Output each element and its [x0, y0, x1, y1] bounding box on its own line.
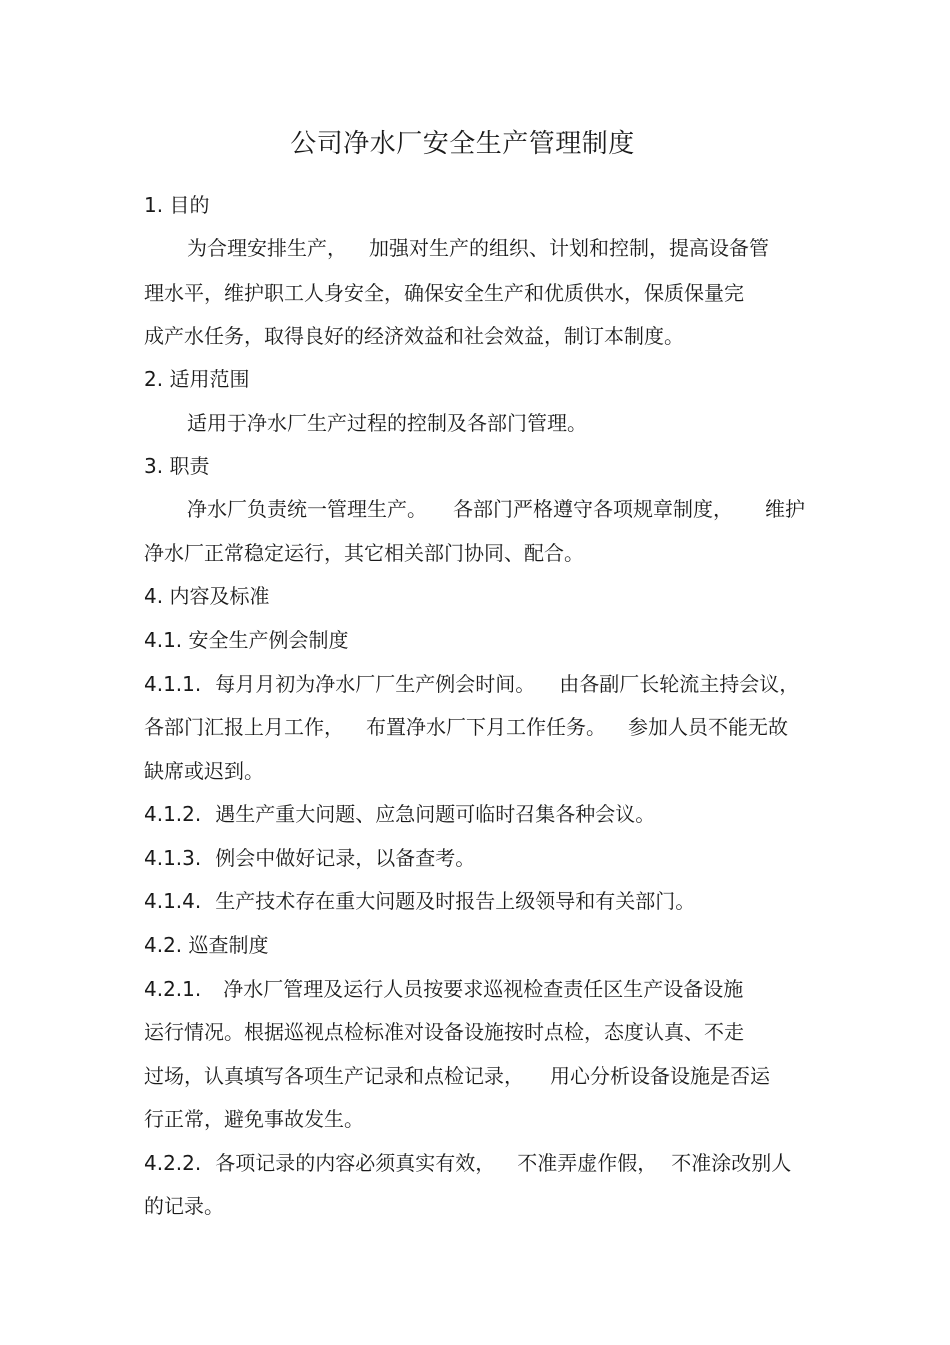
text-segment: 由各副厂长轮流主持会议，: [559, 672, 800, 696]
section-heading-purpose: 1. 目的: [144, 193, 210, 217]
clause-number: 4.2.1.: [144, 977, 202, 1001]
paragraph-line: 理水平，维护职工人身安全，确保安全生产和优质供水，保质保量完: [144, 281, 744, 305]
clause-line-4-1-2: [144, 800, 655, 828]
clause-number: 4.2.2.: [144, 1151, 202, 1175]
clause-line-4-1-4: [144, 887, 695, 915]
text-segment: 维护: [765, 497, 805, 521]
text-segment: 各部门严格遵守各项规章制度，: [453, 497, 733, 521]
clause-number: 4.1.2.: [144, 802, 202, 826]
section-heading-content: 4. 内容及标准: [144, 584, 270, 608]
text-segment: 生产技术存在重大问题及时报告上级领导和有关部门。: [215, 889, 696, 913]
section-heading-duties: 3. 职责: [144, 454, 210, 478]
text-segment: 不准弄虚作假，: [517, 1151, 658, 1175]
text-segment: 参加人员不能无故: [628, 715, 788, 739]
text-segment: 为合理安排生产，: [187, 236, 347, 260]
text-segment: 净水厂负责统一管理生产。: [187, 497, 427, 521]
clause-line-4-1-1: [144, 670, 799, 698]
paragraph-line: [187, 495, 805, 523]
text-segment: 加强对生产的组织、计划和控制，提高设备管: [369, 236, 769, 260]
clause-number: 4.1.4.: [144, 889, 202, 913]
subsection-heading-4-2: 4.2. 巡查制度: [144, 933, 269, 957]
subsection-heading-4-1: 4.1. 安全生产例会制度: [144, 628, 349, 652]
paragraph-line: 行正常，避免事故发生。: [144, 1107, 364, 1131]
text-segment: 各项记录的内容必须真实有效，: [215, 1151, 496, 1175]
clause-line-4-1-3: [144, 844, 475, 872]
text-segment: 过场，认真填写各项生产记录和点检记录，: [144, 1064, 524, 1088]
section-heading-scope: 2. 适用范围: [144, 367, 250, 391]
clause-line-4-2-2: [144, 1149, 791, 1177]
paragraph-line: [144, 713, 788, 741]
text-segment: 各部门汇报上月工作，: [144, 715, 344, 739]
paragraph-line: 净水厂正常稳定运行，其它相关部门协同、配合。: [144, 541, 584, 565]
paragraph-line: [187, 234, 769, 262]
clause-line-4-2-1: [144, 975, 743, 1003]
clause-number: 4.1.3.: [144, 846, 202, 870]
paragraph-line: [144, 1062, 770, 1090]
text-segment: 遇生产重大问题、应急问题可临时召集各种会议。: [215, 802, 656, 826]
clause-number: 4.1.1.: [144, 672, 202, 696]
paragraph-line: 的记录。: [144, 1194, 224, 1218]
page-title: 公司净水厂安全生产管理制度: [290, 129, 635, 159]
text-segment: 净水厂管理及运行人员按要求巡视检查责任区生产设备设施: [223, 977, 744, 1001]
text-segment: 用心分析设备设施是否运: [550, 1064, 770, 1088]
paragraph-line: 缺席或迟到。: [144, 759, 264, 783]
text-segment: 每月月初为净水厂厂生产例会时间。: [215, 672, 536, 696]
paragraph-line: 成产水任务，取得良好的经济效益和社会效益，制订本制度。: [144, 324, 684, 348]
text-segment: 布置净水厂下月工作任务。: [366, 715, 606, 739]
text-segment: 例会中做好记录，以备查考。: [215, 846, 476, 870]
text-segment: 不准涂改别人: [671, 1151, 792, 1175]
paragraph-line: 适用于净水厂生产过程的控制及各部门管理。: [187, 411, 587, 435]
paragraph-line: 运行情况。根据巡视点检标准对设备设施按时点检，态度认真、不走: [144, 1020, 744, 1044]
